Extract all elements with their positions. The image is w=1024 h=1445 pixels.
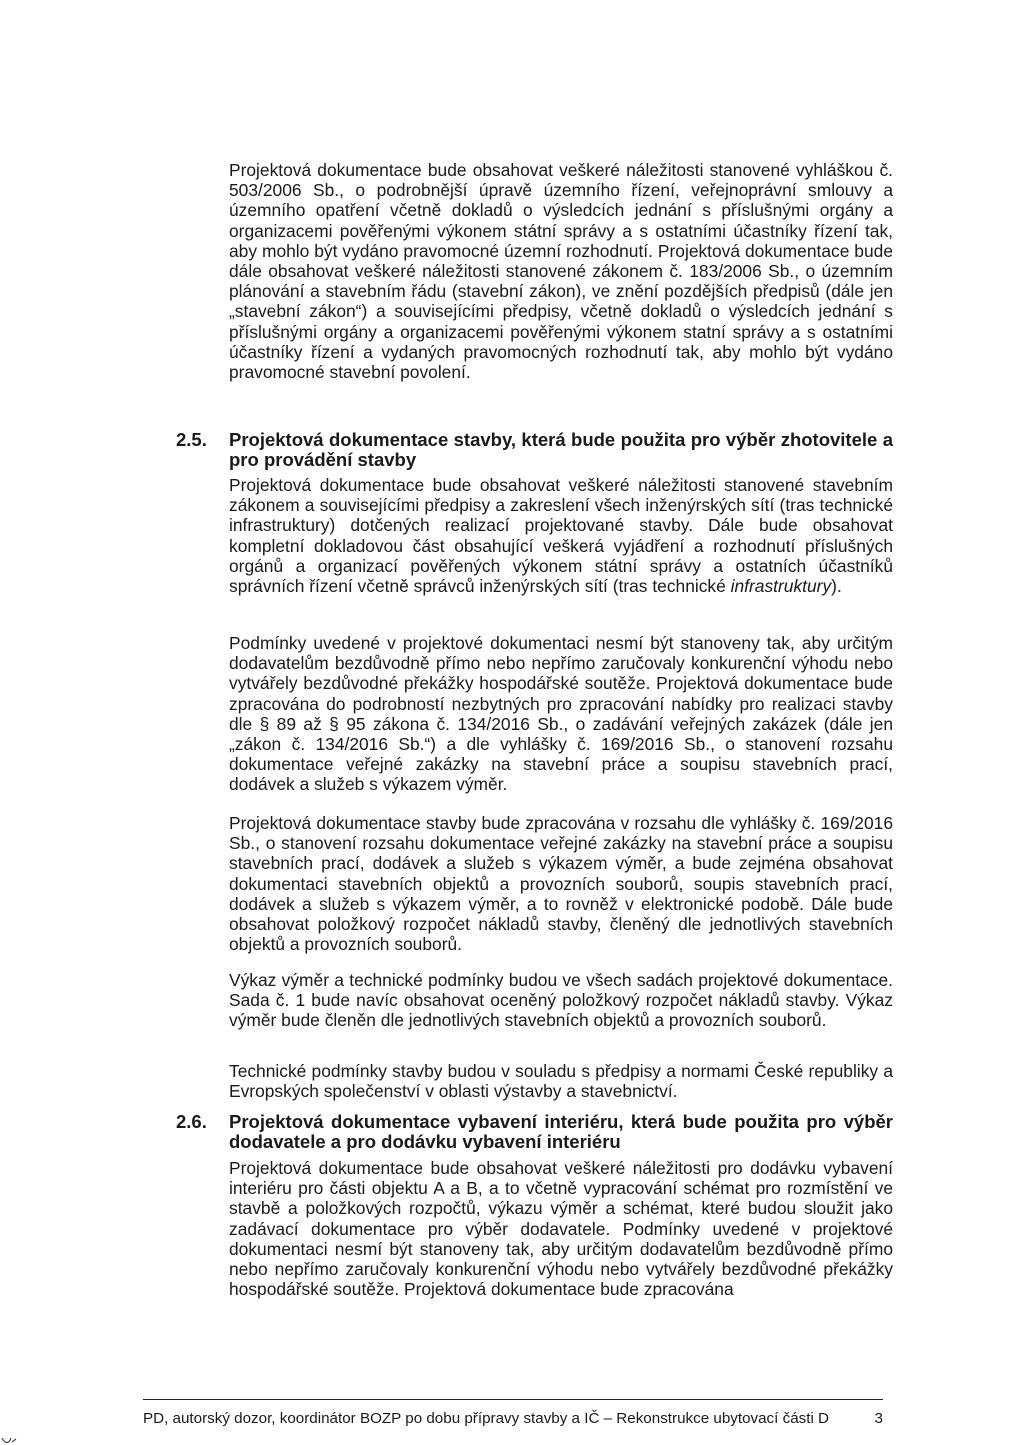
section-2-5-p1-italic: infrastruktury — [730, 576, 832, 597]
footer-divider — [143, 1399, 883, 1400]
page-number: 3 — [874, 1410, 883, 1427]
section-2-5-paragraph-2: Podmínky uvedené v projektové dokumentaci nesmí být stanoveny tak, aby určitým dodavatelům bezdůvodně přímo nebo nepřímo zaručovaly konkurenční výhodu nebo vytvářely bezdůvodné překážky hospodářské soutěže. Projektová dokumentace bude zpracována do podrobností nezbytných pro zpracování nabídky pro realizaci stavby dle § 89 až § 95 zákona č. 134/2016 Sb., o zadávání veřejných zakázek (dále jen „zákon č. 134/2016 Sb.“) a dle vyhlášky č. 169/2016 Sb., o stanovení rozsahu dokumentace veřejné zakázky na stavební práce a soupisu stavebních prací, dodávek a služeb s výkazem výměr. — [229, 633, 893, 795]
section-2-5-paragraph-4: Výkaz výměr a technické podmínky budou ve všech sadách projektové dokumentace. Sada č. 1 bude navíc obsahovat oceněný položkový rozpočet nákladů stavby. Výkaz výměr bude členěn dle jednotlivých stavebních objektů a provozních souborů. — [229, 970, 893, 1031]
section-2-5-p1-end: ). — [831, 576, 842, 597]
intro-paragraph-block — [229, 160, 893, 382]
section-2-6-number: 2.6. — [176, 1111, 207, 1132]
section-2-6-title: Projektová dokumentace vybavení interiéru, která bude použita pro výběr dodavatele a pro dodávku vybavení interiéru — [229, 1111, 893, 1153]
intro-paragraph: Projektová dokumentace bude obsahovat veškeré náležitosti stanovené vyhláškou č. 503/2006 Sb., o podrobnější úpravě územního řízení, veřejnoprávní smlouvy a územního opatření včetně dokladů o výsledcích jednání s příslušnými orgány a organizacemi pověřenými výkonem státní správy a s ostatními účastníky řízení tak, aby mohlo být vydáno pravomocné územní rozhodnutí. Projektová dokumentace bude dále obsahovat veškeré náležitosti stanovené zákonem č. 183/2006 Sb., o územním plánování a stavebním řádu (stavební zákon), ve znění pozdějších předpisů (dále jen „stavební zákon“) a souvisejícími předpisy, včetně dokladů o výsledcích jednání s příslušnými orgány a organizacemi pověřenými výkonem statní správy a s ostatními účastníky řízení a vydaných pravomocných rozhodnutí tak, aby mohlo být vydáno pravomocné stavební povolení. — [229, 160, 893, 383]
section-2-6-paragraph-1: Projektová dokumentace bude obsahovat veškeré náležitosti pro dodávku vybavení interiéru pro části objektu A a B, a to včetně vypracování schémat pro rozmístění ve stavbě a položkových rozpočtů, výkazu výměr a schémat, které budou sloužit jako zadávací dokumentace pro výběr dodavatele. Podmínky uvedené v projektové dokumentaci nesmí být stanoveny tak, aby určitým dodavatelům bezdůvodně přímo nebo nepřímo zaručovaly konkurenční výhodu nebo vytvářely bezdůvodné překážky hospodářské soutěže. Projektová dokumentace bude zpracována — [229, 1158, 893, 1300]
scan-mark-icon — [0, 1436, 20, 1445]
section-2-5-paragraph-5: Technické podmínky stavby budou v souladu s předpisy a normami České republiky a Evropských společenství v oblasti výstavby a stavebnictví. — [229, 1061, 893, 1102]
section-2-5-p1-text: Projektová dokumentace bude obsahovat veškeré náležitosti stanovené stavebním zákonem a souvisejícími předpisy a zakreslení všech inženýrských sítí (tras technické infrastruktury) dotčených realizací projektované stavby. Dále bude obsahovat kompletní dokladovou část obsahující veškerá vyjádření a rozhodnutí příslušných orgánů a organizací pověřených výkonem státní správy a ostatních účastníků správních řízení včetně správců inženýrských sítí (tras technické — [229, 475, 893, 597]
section-2-5-paragraph-3: Projektová dokumentace stavby bude zpracována v rozsahu dle vyhlášky č. 169/2016 Sb., o stanovení rozsahu dokumentace veřejné zakázky na stavební práce a soupisu stavebních prací, dodávek a služeb s výkazem výměr, a bude zejména obsahovat dokumentaci stavebních objektů a provozních souborů, soupis stavebních prací, dodávek a služeb s výkazem výměr, a to rovněž v elektronické podobě. Dále bude obsahovat položkový rozpočet nákladů stavby, členěný dle jednotlivých stavebních objektů a provozních souborů. — [229, 813, 893, 955]
section-2-5-paragraph-1 — [229, 475, 893, 596]
section-2-5-title: Projektová dokumentace stavby, která bude použita pro výběr zhotovitele a pro provádění stavby — [229, 429, 893, 471]
section-2-5-number: 2.5. — [176, 429, 207, 450]
footer-text: PD, autorský dozor, koordinátor BOZP po dobu přípravy stavby a IČ – Rekonstrukce ubytovací části D — [143, 1410, 830, 1427]
